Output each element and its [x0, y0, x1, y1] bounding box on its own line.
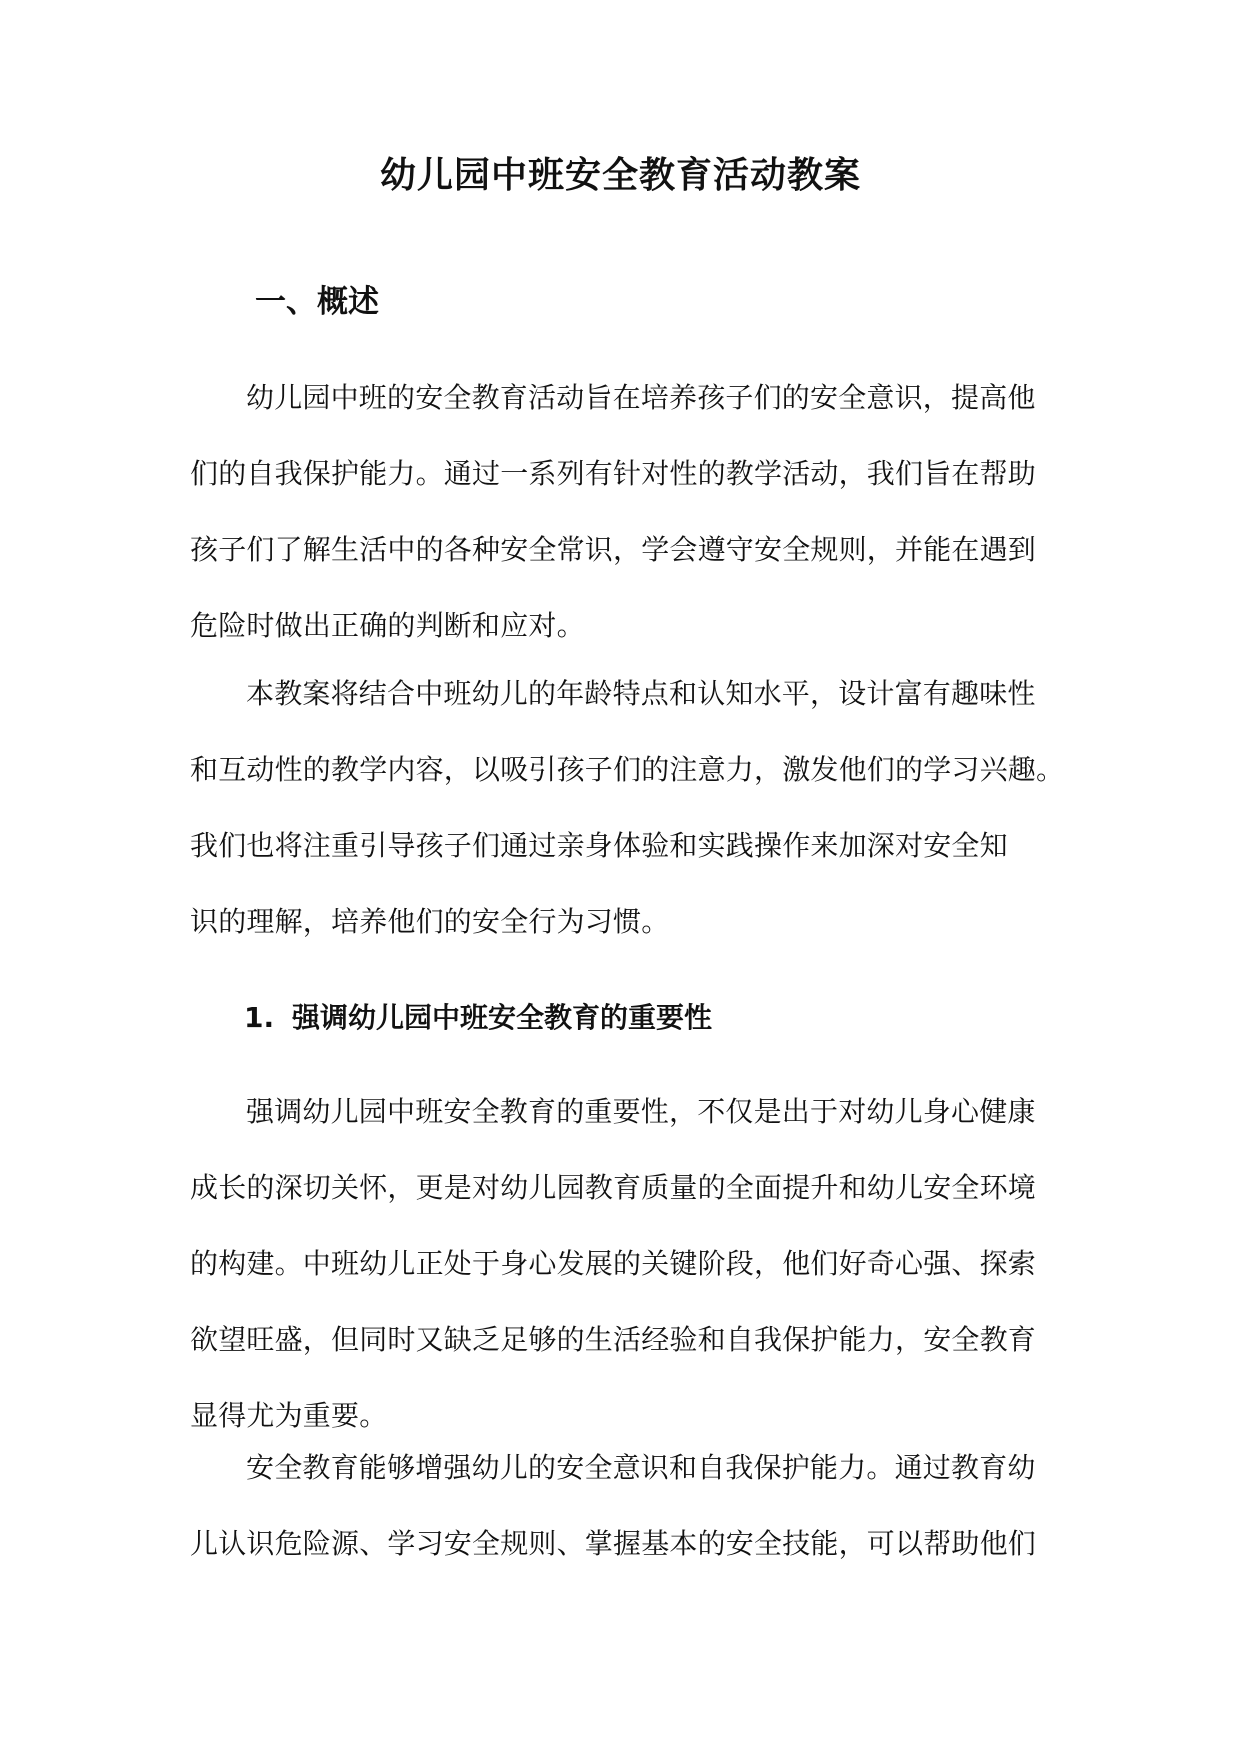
subsection-heading [244, 998, 712, 1038]
section-heading-overview: 一、概述 [255, 284, 379, 320]
paragraph-line: 欲望旺盛，但同时又缺乏足够的生活经验和自我保护能力，安全教育 [190, 1323, 1037, 1356]
subsection-number: 1. [244, 1001, 275, 1034]
document-title: 幼儿园中班安全教育活动教案 [379, 155, 861, 196]
paragraph-line: 幼儿园中班的安全教育活动旨在培养孩子们的安全意识，提高他 [246, 381, 1036, 414]
paragraph-line: 安全教育能够增强幼儿的安全意识和自我保护能力。通过教育幼 [246, 1451, 1036, 1484]
importance-paragraph-1 [190, 1074, 1052, 1454]
overview-paragraph-2 [190, 656, 1065, 960]
paragraph-line: 识的理解，培养他们的安全行为习惯。 [190, 905, 670, 938]
paragraph-line: 和互动性的教学内容，以吸引孩子们的注意力，激发他们的学习兴趣。 [190, 753, 1065, 786]
paragraph-line: 的构建。中班幼儿正处于身心发展的关键阶段，他们好奇心强、探索 [190, 1247, 1037, 1280]
paragraph-line: 显得尤为重要。 [190, 1399, 388, 1432]
paragraph-line: 儿认识危险源、学习安全规则、掌握基本的安全技能，可以帮助他们 [190, 1527, 1037, 1560]
paragraph-line: 成长的深切关怀，更是对幼儿园教育质量的全面提升和幼儿安全环境 [190, 1171, 1037, 1204]
paragraph-line: 孩子们了解生活中的各种安全常识，学会遵守安全规则，并能在遇到 [190, 533, 1037, 566]
paragraph-line: 强调幼儿园中班安全教育的重要性，不仅是出于对幼儿身心健康 [246, 1095, 1036, 1128]
paragraph-line: 本教案将结合中班幼儿的年龄特点和认知水平，设计富有趣味性 [246, 677, 1036, 710]
importance-paragraph-2 [190, 1430, 1052, 1582]
overview-paragraph-1 [190, 360, 1052, 664]
subsection-title: 强调幼儿园中班安全教育的重要性 [292, 1001, 713, 1034]
paragraph-line: 们的自我保护能力。通过一系列有针对性的教学活动，我们旨在帮助 [190, 457, 1037, 490]
paragraph-line: 我们也将注重引导孩子们通过亲身体验和实践操作来加深对安全知 [190, 829, 1008, 862]
paragraph-line: 危险时做出正确的判断和应对。 [190, 609, 585, 642]
